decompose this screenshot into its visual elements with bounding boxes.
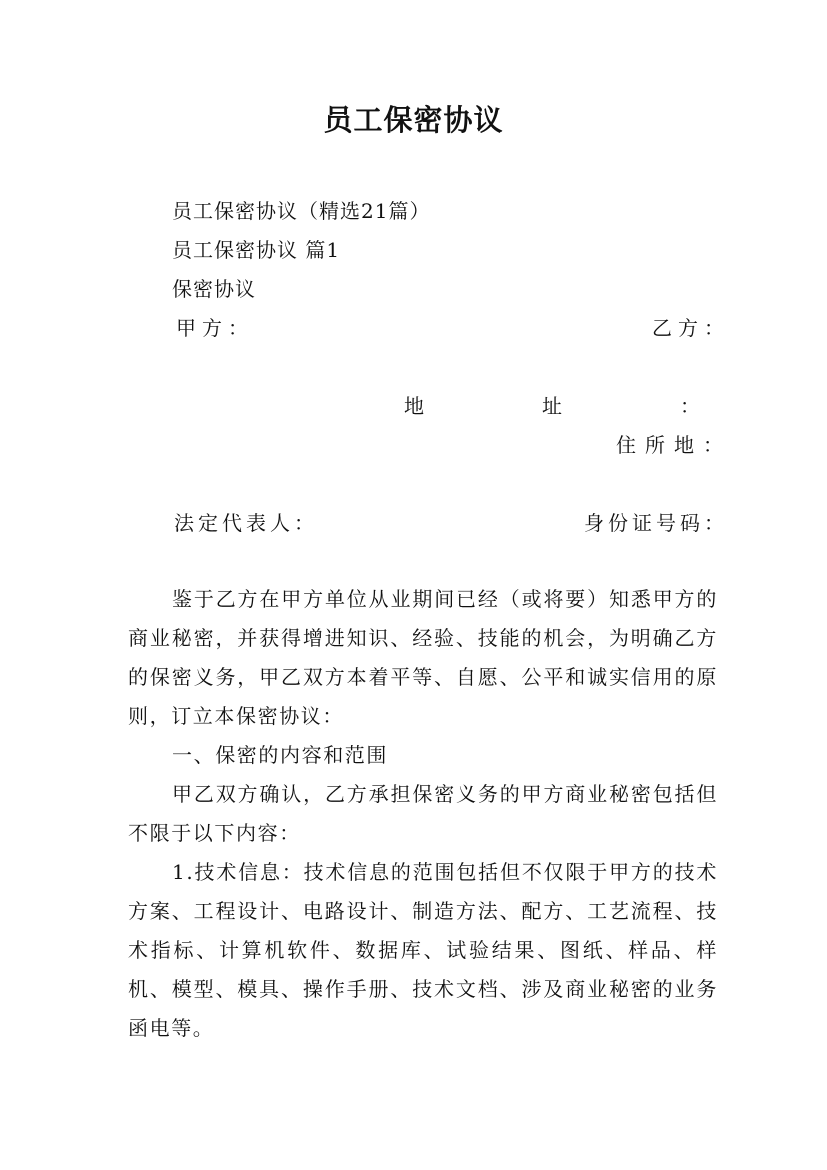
paragraph-technical-information: 1.技术信息：技术信息的范围包括但不仅限于甲方的技术方案、工程设计、电路设计、制造方法、配方、工艺流程、技术指标、计算机软件、数据库、试验结果、图纸、样品、样机、模型、模具、操作手册、技术文档、涉及商业秘密的业务函电等。: [128, 860, 718, 1040]
address-label-colon: ：: [680, 394, 701, 418]
address-label-char-2: 址: [542, 394, 563, 418]
intro-line-agreement: 保密协议: [172, 277, 256, 301]
party-a-label: 甲方：: [176, 316, 254, 340]
address-label-char-1: 地: [404, 394, 425, 418]
intro-line-collection: 员工保密协议（精选21篇）: [172, 199, 431, 223]
paragraph-preamble: 鉴于乙方在甲方单位从业期间已经（或将要）知悉甲方的商业秘密，并获得增进知识、经验、技能的机会，为明确乙方的保密义务，甲乙双方本着平等、自愿、公平和诚实信用的原则，订立本保密协议：: [128, 587, 718, 728]
party-b-label: 乙方：: [652, 316, 730, 340]
legal-representative-label: 法定代表人：: [174, 511, 318, 535]
section-heading-confidential-scope: 一、保密的内容和范围: [172, 743, 388, 767]
document-title: 员工保密协议: [323, 103, 504, 137]
residence-label: 住所地：: [616, 433, 732, 457]
intro-line-chapter: 员工保密协议 篇1: [172, 238, 341, 262]
paragraph-scope-confirmation: 甲乙双方确认，乙方承担保密义务的甲方商业秘密包括但不限于以下内容：: [128, 782, 718, 845]
id-number-label: 身份证号码：: [584, 511, 728, 535]
